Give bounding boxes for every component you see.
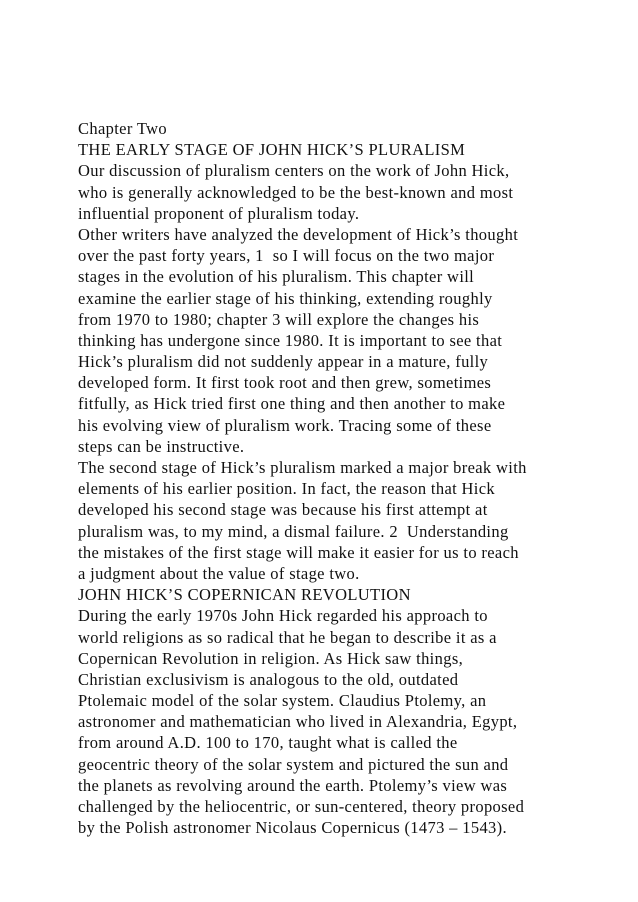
text-line: developed his second stage was because his first attempt at (78, 500, 488, 520)
text-line: from 1970 to 1980; chapter 3 will explore the changes his (78, 309, 480, 329)
text-line: steps can be instructive. (78, 436, 245, 456)
text-line: Christian exclusivism is analogous to the old, outdated (78, 669, 459, 689)
text-line: examine the earlier stage of his thinking, extending roughly (78, 288, 493, 308)
text-line: his evolving view of pluralism work. Tracing some of these (78, 415, 492, 435)
text-line: pluralism was, to my mind, a dismal failure. 2 Understanding (78, 521, 509, 541)
text-line: the mistakes of the first stage will make it easier for us to reach (78, 542, 519, 562)
document-text (78, 118, 578, 838)
text-line: from around A.D. 100 to 170, taught what is called the (78, 733, 458, 753)
chapter-title: THE EARLY STAGE OF JOHN HICK’S PLURALISM (78, 140, 466, 160)
text-line: Copernican Revolution in religion. As Hick saw things, (78, 648, 464, 668)
text-line: Ptolemaic model of the solar system. Claudius Ptolemy, an (78, 691, 487, 711)
text-line: influential proponent of pluralism today. (78, 203, 360, 223)
text-line: The second stage of Hick’s pluralism marked a major break with (78, 458, 527, 477)
text-line: stages in the evolution of his pluralism. This chapter will (78, 267, 475, 287)
text-line: Other writers have analyzed the development of Hick’s thought (78, 224, 519, 244)
text-line: by the Polish astronomer Nicolaus Copernicus (1473 – 1543). (78, 818, 507, 838)
text-line: geocentric theory of the solar system and pictured the sun and (78, 754, 509, 774)
text-line: a judgment about the value of stage two. (78, 563, 360, 583)
text-line: who is generally acknowledged to be the best-known and most (78, 182, 514, 202)
text-line: elements of his earlier position. In fact, the reason that Hick (78, 479, 496, 499)
text-line: Hick’s pluralism did not suddenly appear in a mature, fully (78, 352, 489, 372)
text-line: developed form. It first took root and then grew, sometimes (78, 373, 492, 393)
text-line: During the early 1970s John Hick regarded his approach to (78, 606, 488, 626)
text-line: fitfully, as Hick tried first one thing and then another to make (78, 394, 506, 414)
section-heading: JOHN HICK’S COPERNICAN REVOLUTION (78, 585, 411, 605)
text-line: world religions as so radical that he began to describe it as a (78, 627, 497, 647)
text-line: over the past forty years, 1 so I will focus on the two major (78, 246, 495, 266)
chapter-label: Chapter Two (78, 119, 168, 138)
text-line: challenged by the heliocentric, or sun-centered, theory proposed (78, 797, 525, 816)
text-line: astronomer and mathematician who lived in Alexandria, Egypt, (78, 712, 518, 732)
text-line: the planets as revolving around the earth. Ptolemy’s view was (78, 775, 508, 795)
text-line: thinking has undergone since 1980. It is important to see that (78, 330, 503, 350)
text-line: Our discussion of pluralism centers on the work of John Hick, (78, 161, 510, 181)
